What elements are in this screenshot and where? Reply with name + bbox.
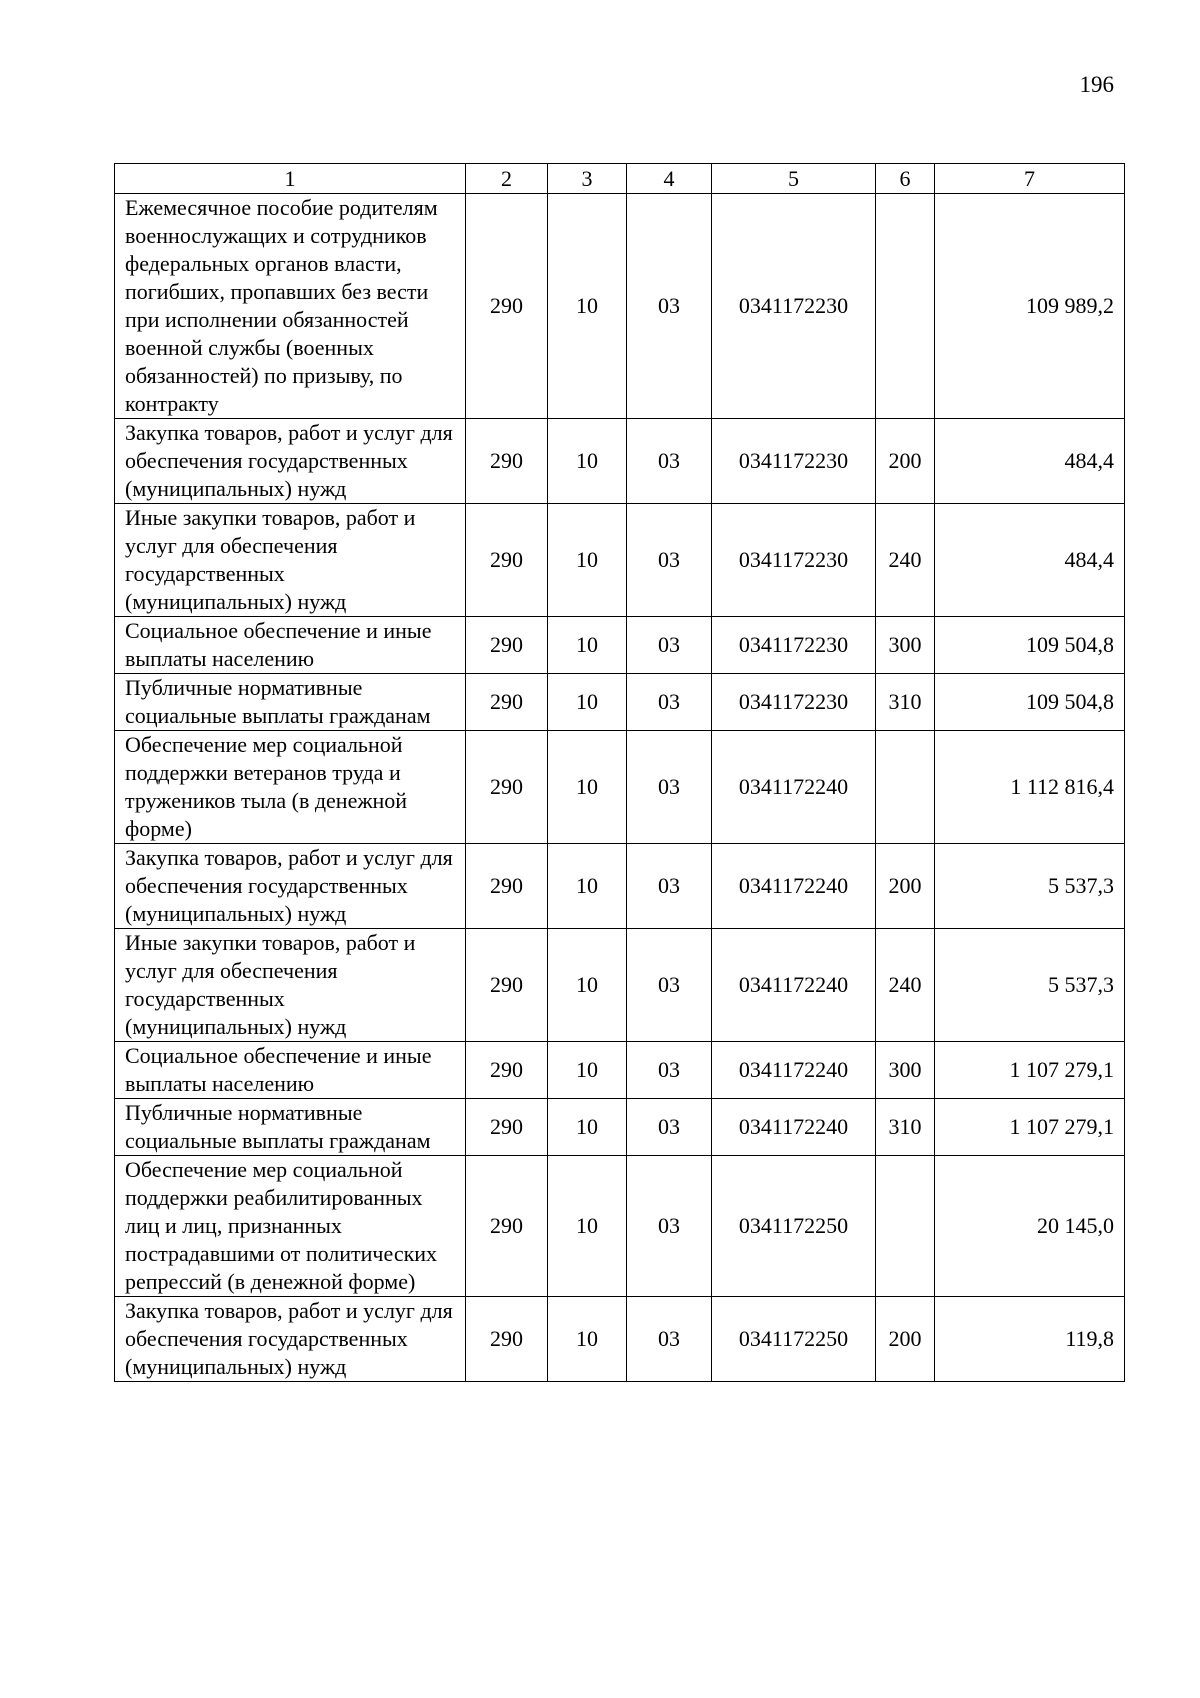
row-name: Ежемесячное пособие родителям военнослужащих и сотрудников федеральных органов власти, погибших, пропавших без вести при исполнении обязанностей военной службы (военных обязанностей) по призыву, по контракту — [115, 194, 466, 419]
row-code-6: 240 — [876, 929, 935, 1042]
row-code-5: 0341172230 — [712, 617, 876, 674]
row-code-4: 03 — [627, 844, 712, 929]
row-code-5: 0341172230 — [712, 674, 876, 731]
row-code-4: 03 — [627, 1156, 712, 1297]
column-header: 4 — [627, 164, 712, 194]
table-header-row — [115, 164, 1125, 194]
row-amount: 1 112 816,4 — [935, 731, 1125, 844]
row-amount: 1 107 279,1 — [935, 1099, 1125, 1156]
table-row — [115, 194, 1125, 419]
row-name: Закупка товаров, работ и услуг для обеспечения государственных (муниципальных) нужд — [115, 419, 466, 504]
row-amount: 119,8 — [935, 1297, 1125, 1382]
table-row — [115, 1297, 1125, 1382]
table-row — [115, 731, 1125, 844]
column-header: 2 — [466, 164, 548, 194]
table-row — [115, 504, 1125, 617]
row-code-5: 0341172240 — [712, 1099, 876, 1156]
row-code-3: 10 — [548, 674, 627, 731]
row-code-6 — [876, 1156, 935, 1297]
row-name: Закупка товаров, работ и услуг для обеспечения государственных (муниципальных) нужд — [115, 1297, 466, 1382]
row-code-2: 290 — [466, 194, 548, 419]
table-row — [115, 844, 1125, 929]
row-amount: 20 145,0 — [935, 1156, 1125, 1297]
row-code-6: 200 — [876, 419, 935, 504]
row-code-2: 290 — [466, 419, 548, 504]
row-amount: 5 537,3 — [935, 929, 1125, 1042]
row-code-5: 0341172230 — [712, 419, 876, 504]
row-code-2: 290 — [466, 1156, 548, 1297]
row-code-4: 03 — [627, 617, 712, 674]
page-number: 196 — [1079, 72, 1114, 97]
row-amount: 109 504,8 — [935, 674, 1125, 731]
column-header: 6 — [876, 164, 935, 194]
column-header: 5 — [712, 164, 876, 194]
row-name: Социальное обеспечение и иные выплаты населению — [115, 1042, 466, 1099]
table-row — [115, 674, 1125, 731]
row-code-2: 290 — [466, 929, 548, 1042]
row-code-6: 200 — [876, 1297, 935, 1382]
column-header: 3 — [548, 164, 627, 194]
row-code-3: 10 — [548, 1297, 627, 1382]
row-name: Социальное обеспечение и иные выплаты населению — [115, 617, 466, 674]
row-code-2: 290 — [466, 844, 548, 929]
row-code-3: 10 — [548, 194, 627, 419]
row-code-5: 0341172250 — [712, 1156, 876, 1297]
row-code-2: 290 — [466, 1042, 548, 1099]
row-code-6: 200 — [876, 844, 935, 929]
row-code-6 — [876, 194, 935, 419]
row-code-6 — [876, 731, 935, 844]
row-code-5: 0341172240 — [712, 929, 876, 1042]
row-amount: 109 504,8 — [935, 617, 1125, 674]
table-row — [115, 1042, 1125, 1099]
row-code-3: 10 — [548, 1156, 627, 1297]
row-code-5: 0341172240 — [712, 844, 876, 929]
row-code-4: 03 — [627, 419, 712, 504]
row-amount: 484,4 — [935, 504, 1125, 617]
row-name: Закупка товаров, работ и услуг для обеспечения государственных (муниципальных) нужд — [115, 844, 466, 929]
row-code-6: 300 — [876, 1042, 935, 1099]
row-code-2: 290 — [466, 1099, 548, 1156]
row-code-3: 10 — [548, 419, 627, 504]
row-name: Иные закупки товаров, работ и услуг для обеспечения государственных (муниципальных) нужд — [115, 504, 466, 617]
row-name: Обеспечение мер социальной поддержки ветеранов труда и тружеников тыла (в денежной форме) — [115, 731, 466, 844]
column-header: 7 — [935, 164, 1125, 194]
row-code-2: 290 — [466, 504, 548, 617]
row-code-6: 300 — [876, 617, 935, 674]
row-code-2: 290 — [466, 617, 548, 674]
row-name: Публичные нормативные социальные выплаты гражданам — [115, 674, 466, 731]
row-code-3: 10 — [548, 504, 627, 617]
row-amount: 109 989,2 — [935, 194, 1125, 419]
row-amount: 1 107 279,1 — [935, 1042, 1125, 1099]
row-code-5: 0341172230 — [712, 194, 876, 419]
row-code-4: 03 — [627, 194, 712, 419]
row-code-3: 10 — [548, 617, 627, 674]
row-code-6: 310 — [876, 1099, 935, 1156]
row-code-2: 290 — [466, 1297, 548, 1382]
budget-table — [114, 163, 1125, 1382]
row-name: Обеспечение мер социальной поддержки реабилитированных лиц и лиц, признанных пострадавшими от политических репрессий (в денежной форме) — [115, 1156, 466, 1297]
row-code-2: 290 — [466, 674, 548, 731]
column-header: 1 — [115, 164, 466, 194]
row-code-4: 03 — [627, 731, 712, 844]
table-row — [115, 1156, 1125, 1297]
row-amount: 5 537,3 — [935, 844, 1125, 929]
row-code-3: 10 — [548, 1042, 627, 1099]
table-row — [115, 1099, 1125, 1156]
row-code-4: 03 — [627, 504, 712, 617]
row-name: Публичные нормативные социальные выплаты гражданам — [115, 1099, 466, 1156]
row-code-6: 240 — [876, 504, 935, 617]
row-code-4: 03 — [627, 1099, 712, 1156]
row-code-3: 10 — [548, 1099, 627, 1156]
row-code-5: 0341172240 — [712, 1042, 876, 1099]
row-name: Иные закупки товаров, работ и услуг для обеспечения государственных (муниципальных) нужд — [115, 929, 466, 1042]
table-row — [115, 419, 1125, 504]
table-row — [115, 929, 1125, 1042]
row-amount: 484,4 — [935, 419, 1125, 504]
row-code-3: 10 — [548, 929, 627, 1042]
row-code-2: 290 — [466, 731, 548, 844]
row-code-4: 03 — [627, 929, 712, 1042]
row-code-5: 0341172240 — [712, 731, 876, 844]
row-code-4: 03 — [627, 1297, 712, 1382]
row-code-4: 03 — [627, 674, 712, 731]
row-code-6: 310 — [876, 674, 935, 731]
row-code-3: 10 — [548, 731, 627, 844]
row-code-4: 03 — [627, 1042, 712, 1099]
row-code-3: 10 — [548, 844, 627, 929]
row-code-5: 0341172230 — [712, 504, 876, 617]
row-code-5: 0341172250 — [712, 1297, 876, 1382]
table-row — [115, 617, 1125, 674]
